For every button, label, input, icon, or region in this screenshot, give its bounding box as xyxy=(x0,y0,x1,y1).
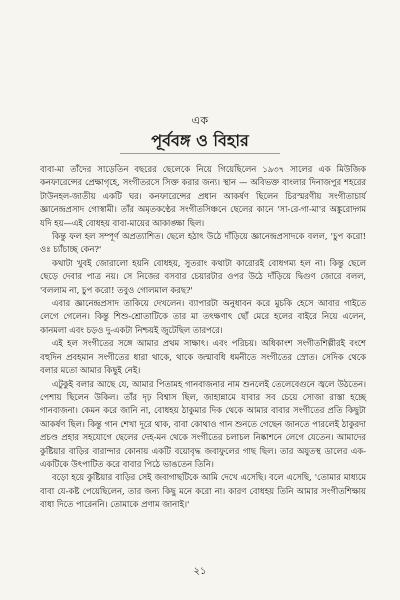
chapter-number: এক xyxy=(191,114,209,127)
paragraph: বাবা-মা তাঁদের সাড়েতিন বছরের ছেলেকে নিয়ে গিয়েছিলেন ১৯৩৭ সালের এক মিউজিক কনফারেন্সের প্রেক্ষাগৃহে, সংগীতরসে সিক্ত করার জন্য। স্থান — অবিভক্ত বাংলার দিনাজপুর শহরের টাউনহল-জাতীয় একটি ঘর। কনফারেন্সের প্রধান আকর্ষণ ছিলেন চিরস্মরণীয় সংগীতাচার্য জ্ঞানেন্দ্রপ্রসাদ গোস্বামী। তাঁর অমৃতকণ্ঠের সংগীতসিঞ্চনে ছেলের কানে 'সা-রে-গা-মা'র অঙ্কুরোদ্গম যদি হয়—এই বোধহয় বাবা-মায়ের আকাঙ্ক্ষা ছিল। xyxy=(40,164,366,228)
paragraph: কিন্তু ফল হল সম্পূর্ণ অপ্রত্যাশিত। ছেলে হঠাৎ উঠে দাঁড়িয়ে জ্ঞানেন্দ্রপ্রসাদকে বলল, 'চুপ করো! ওঃ চ্যাঁচাচ্ছ কেন?' xyxy=(40,231,366,255)
page-number: ২১ xyxy=(193,566,207,577)
chapter-title: পূর্ববঙ্গ ও বিহার xyxy=(151,131,249,150)
paragraph: এই হল সংগীতের সঙ্গে আমার প্রথম সাক্ষাৎ। এবং পরিচয়। অধিকাংশ সংগীতশিল্পীরই বংশে বহুদিন প্রবহমান সংগীতের ধারা থাকে, থাকে জন্মাবধি ধমনীতে সংগীতের স্রোত। সেদিক থেকে বলার মতো আমার কিছুই নেই। xyxy=(40,338,366,376)
paragraph: এটুকুই বলার আছে যে, আমার পিতামহ গানবাজনার নাম শুনলেই তেলেবেগুনে জ্বলে উঠতেন। পেশায় ছিলেন উকিল। তাঁর দৃঢ় বিশ্বাস ছিল, জাহান্নামে যাবার সব চেয়ে সোজা রাস্তা হচ্ছে গানবাজনা। কেমন করে জানি না, বোধহয় ঠাকুমার দিক থেকে আমার বাবার সংগীতের প্রতি কিছুটা আকর্ষণ ছিল। কিন্তু গান শেখা দূরে থাক, বাবা কোথাও গান শুনতে গেছেন জানতে পারলেই ঠাকুরদা প্রচণ্ড প্রহার সহযোগে ছেলের দেহ-মন থেকে সংগীতের চলাচল নিষ্কাশনে লেগে যেতেন। আমাদের কুষ্টিয়ার বাড়ির বারান্দার কোনায় একটি বয়োবৃদ্ধ জবাফুলের গাছ ছিল। তার অযুতস্থ ডালের এক-একটিকে উৎপাটিত করে বাবার পিঠে ভাঙতেন তিনি। xyxy=(40,378,366,469)
chapter-body xyxy=(40,163,366,512)
paragraph: কথাটা খুবই জোরালো হয়নি বোধহয়, সুতরাং কথাটা কারোরই বোধগম্য হল না। কিন্তু ছেলে ছেড়ে দেবার পাত্র নয়। সে নিজের বসবার চেয়ারটার ওপর উঠে দাঁড়িয়ে দ্বিগুণ জোরে বলল, 'বললাম না, চুপ করো! তবুও গোলমাল করছ?' xyxy=(40,257,366,295)
paragraph: বড়ো হয়ে কুষ্টিয়ার বাড়ির সেই জবাগাছটিকে আমি দেখে এসেছি। বলে এসেছি, 'তোমার মাধ্যমে বাবা যে-কষ্ট পেয়েছিলেন, তার জন্য কিছু মনে করো না। কারণ বোধহয় তিনি আমার সংগীতশিক্ষায় বাধা দিতে পারেননি। তোমাকে প্রণাম জানাই।' xyxy=(40,472,366,510)
paragraph: এবার জ্ঞানেন্দ্রপ্রসাদ তাকিয়ে দেখলেন। ব্যাপারটা অনুধাবন করে মুচকি হেসে আবার গাইতে লেগে গেলেন। কিন্তু শিশু-শ্রোতাটিকে তার মা তৎক্ষণাৎ ছোঁ মেরে হলের বাইরে নিয়ে এলেন, কানমলা এবং চড়ও দু-একটা নিশ্চয়ই জুটেছিল তারপরে। xyxy=(40,298,366,335)
title-underline xyxy=(120,153,280,154)
